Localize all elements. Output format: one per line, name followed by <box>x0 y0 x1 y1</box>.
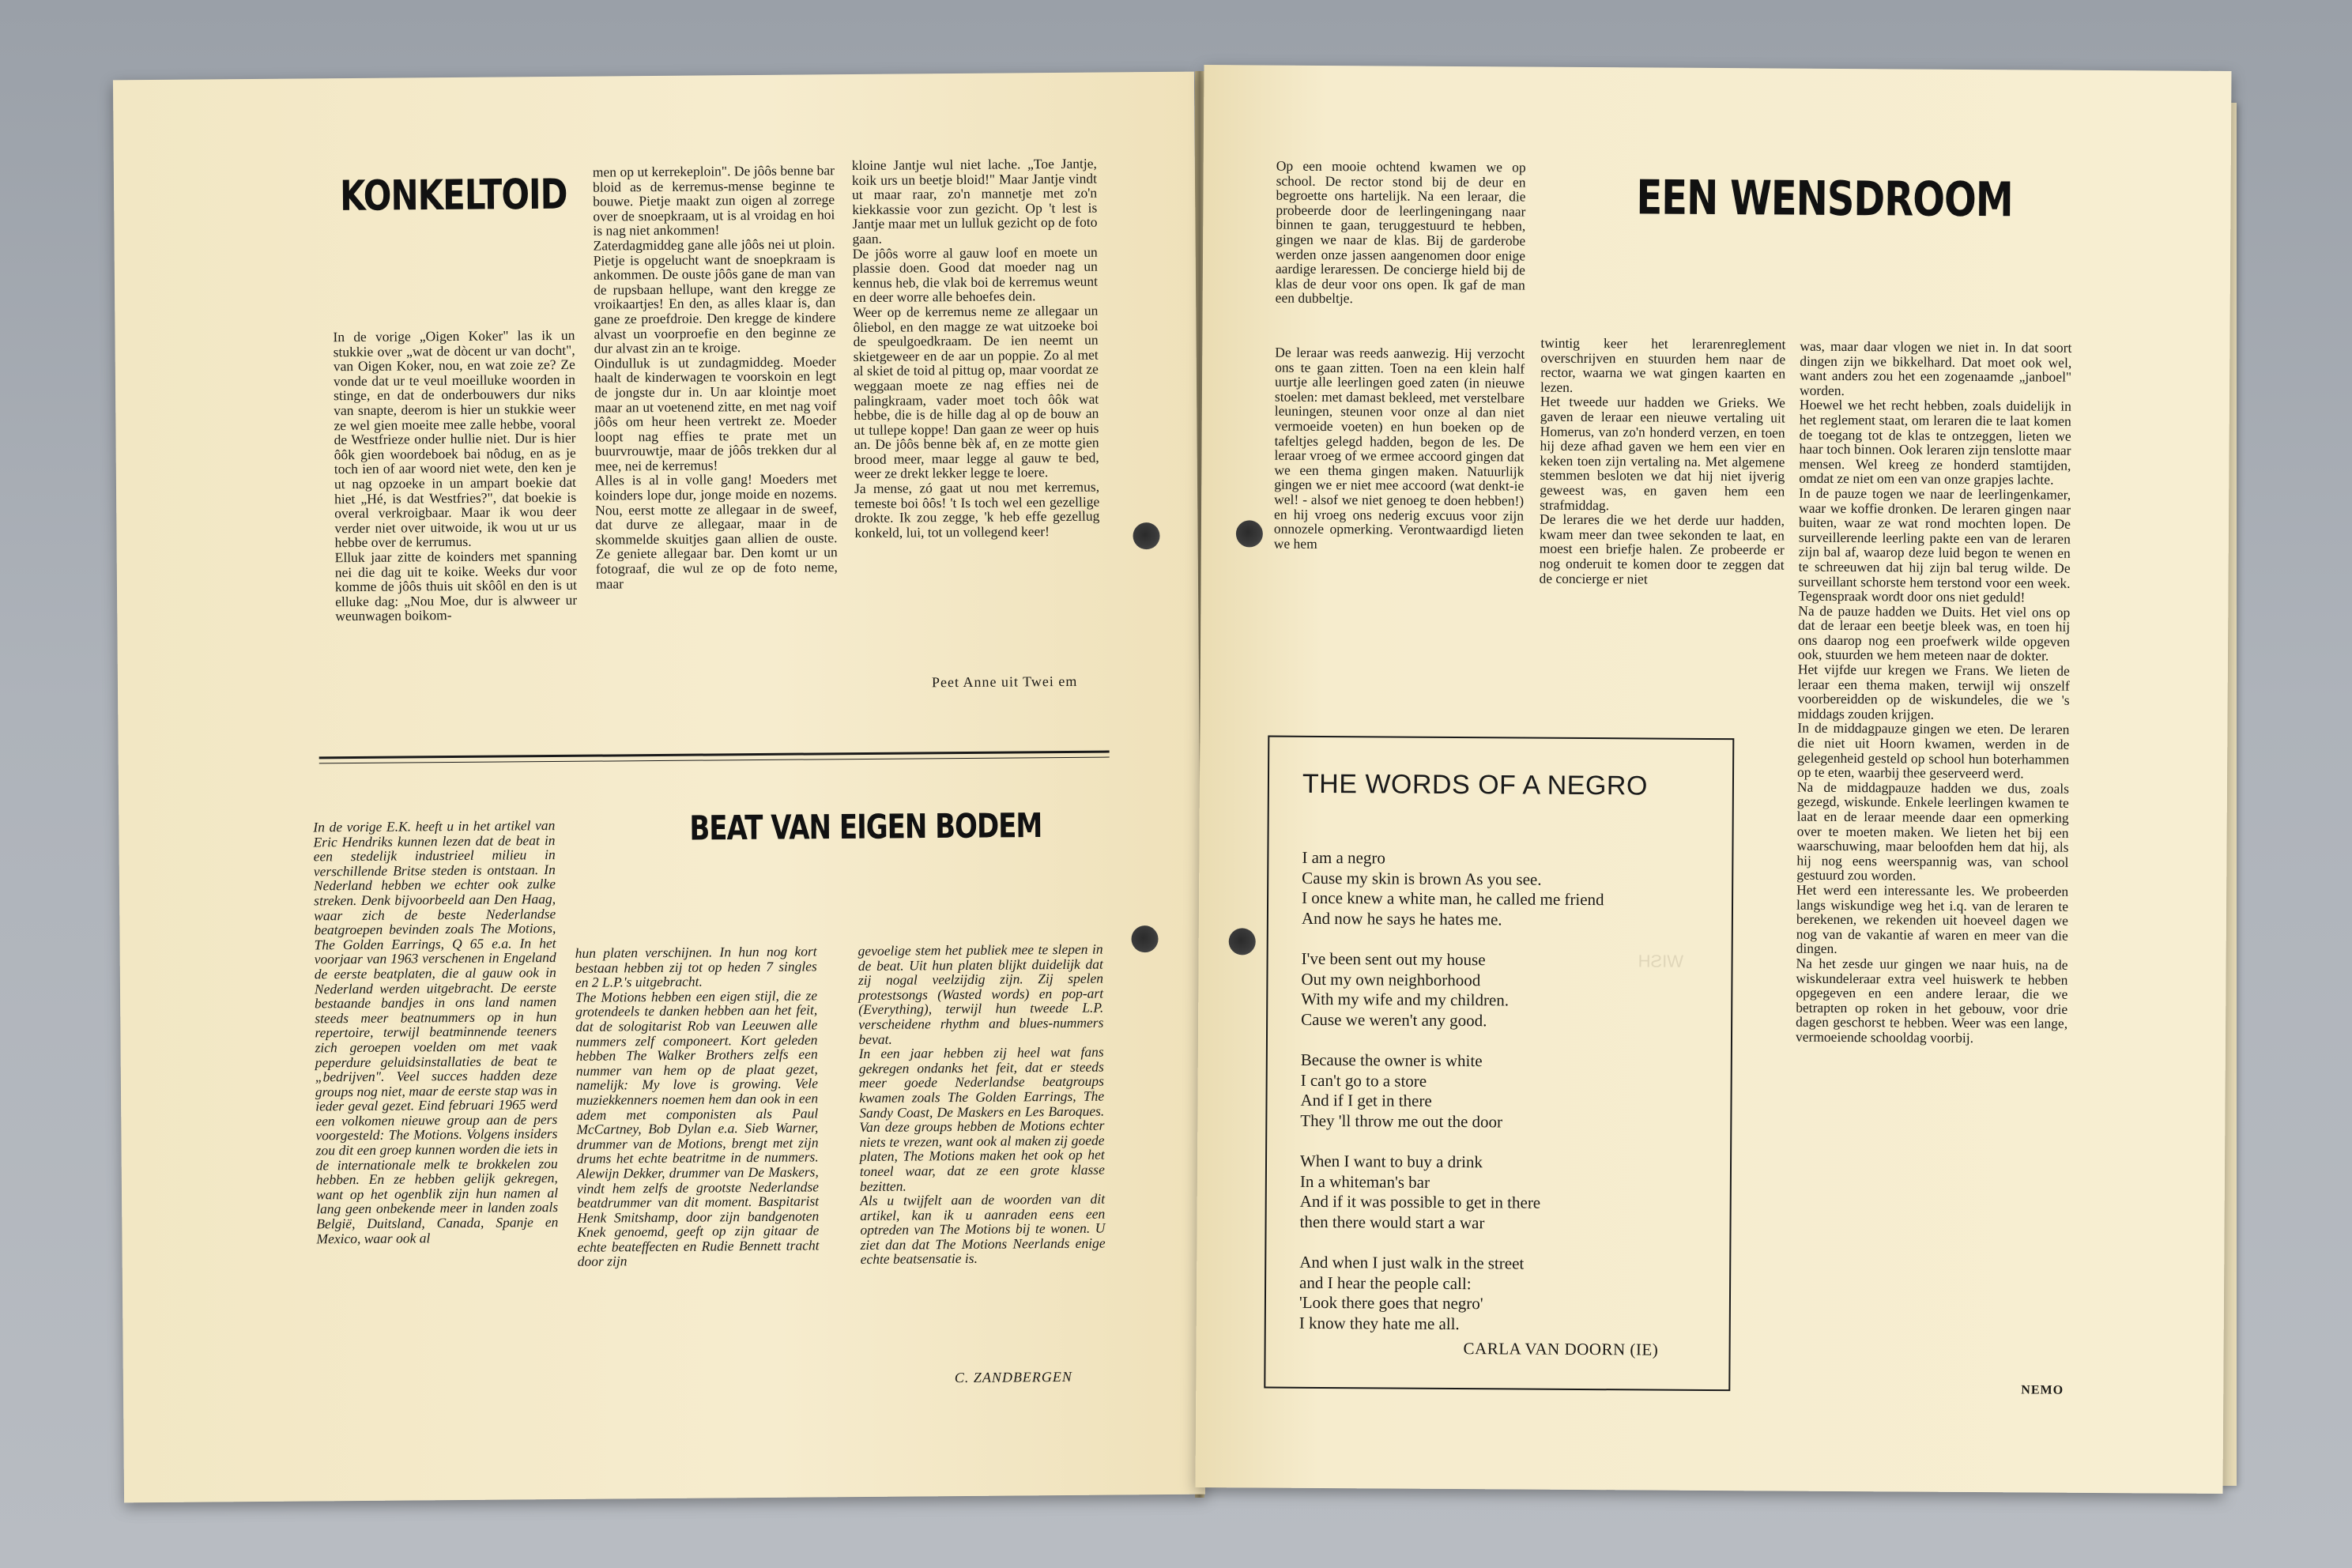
punch-hole-lower-right <box>1229 928 1256 955</box>
punch-hole-lower <box>1131 925 1158 952</box>
wensdroom-title: EEN WENSDROOM <box>1636 170 2013 228</box>
wensdroom-column-3: was, maar daar vlogen we niet in. In dat soort dingen zijn we bikkelhard. Dat moet ook wel, want anders zou het een zogenaamde „janboel" worden. Hoewel we het recht hebben, zoals duidelijk in het reglement staat, om leraren die te laat komen de toegang tot de klas te ontzeggen, lieten we haar toch binnen. Ook leraren zijn tenslotte maar mensen. Wel kreeg ze honderd stamtijden, omdat ze niet om een van onze grapjes lachte. In de pauze togen we naar de leerlingenkamer, waar we koffie dronken. De leraren gingen naar buiten, waar ze wat rond mochten lopen. De surveillerende leerling pakte een van de leraren zijn bal af, waarop deze luid begon te wenen en te schreeuwen dat hij zijn bal terug wilde. De surveillant schorste hem terstond voor een week. Tegenspraak wordt door ons niet geduld! Na de pauze hadden we Duits. Het viel ons op dat de leraar een beetje bleek was, en toen hij ons daarop nog een proefwerk wilde opgeven ook, stuurden we hem meteen naar de dokter. Het vijfde uur kregen we Frans. We lieten de leraar een thema maken, terwijl wij onszelf voorbereidden op de wiskundeles, die we 's middags zouden krijgen. In de middagpauze gingen we eten. De leraren die niet uit Hoorn kwamen, werden in de gelegenheid gesteld op school hun boterhammen op te eten, waarbij thee geserveerd werd. Na de middagpauze hadden we dus, zoals gezegd, wiskunde. Enkele leerlingen kwamen te laat en de leraar meende daar een opmerking over te moeten maken. We lieten het bij een waarschuwing, maar beloofden hem dat hij, als hij nog eens weerspannig was, van school gestuurd zou worden. Het werd een interessante les. We probeerden langs wiskundige weg het i.q. van de leraren te berekenen, we rekenden uit hoeveel dagen we nog van de vakantie af waren en meer van die dingen. Na het zesde uur gingen we naar huis, na de wiskundeleraar extra veel huiswerk te hebben opgegeven en een andere leraar, die we betrapten op roken in het gebouw, voor drie dagen geschorst te hebben. Weer was een lange, vermoeiende schooldag voorbij. <box>1795 337 2072 1046</box>
beat-signature: C. ZANDBERGEN <box>954 1368 1072 1386</box>
poem-stanza-1: I am a negro Cause my skin is brown As you see. I once knew a white man, he called me friend And now he says he hates me. <box>1301 847 1604 929</box>
wensdroom-signature: NEMO <box>2021 1383 2064 1397</box>
poem-box <box>1264 736 1734 1392</box>
poem-stanza-3: Because the owner is white I can't go to a store And if I get in there They 'll throw me out the door <box>1300 1050 1503 1131</box>
beat-column-3: gevoelige stem het publiek mee te slepen in de beat. Uit hun platen blijkt duidelijk dat zij nogal veelzijdig zijn. Zij spelen protestsongs (Wasted words) en pop-art (Everything), terwijl hun tweede L.P. verscheidene rhythm and blues-nummers bevat. In een jaar hebben zij heel wat fans gekregen ondanks het feit, dat er steeds meer goede Nederlandse beatgroups kwamen zoals The Golden Earrings, The Sandy Coast, De Maskers en Les Baroques. Van deze groups hebben de Motions echter niets te vrezen, want ook al maken zij goede platen, The Motions maken het ook op het toneel waar, dat ze een grote klasse bezitten. Als u twijfelt aan de woorden van dit artikel, kan ik u aanraden eens een optreden van The Motions bij te wonen. U ziet dan dat The Motions Neerlands enige echte beatsensatie is. <box>858 940 1106 1268</box>
konkeltoid-signature: Peet Anne uit Twei em <box>931 673 1078 691</box>
ghost-show-through: WISH <box>1638 951 1684 971</box>
right-page <box>1196 65 2232 1494</box>
punch-hole-upper <box>1133 522 1159 549</box>
poem-stanza-5: And when I just walk in the street and I hear the people call: 'Look there goes that negro' I know they hate me all. <box>1298 1252 1525 1333</box>
beat-column-1: In de vorige E.K. heeft u in het artikel van Eric Hendriks kunnen lezen dat de beat in een stedelijk industrieel milieu in verschillende Britse steden is ontstaan. In Nederland hebben we echter ook zulke streken. Denk bijvoorbeeld aan Den Haag, waar zich de beste Nederlandse beatgroepen bevinden zoals The Motions, The Golden Earrings, Q 65 e.a. In het voorjaar van 1963 verschenen in Engeland de eerste beatplaten, die al gauw ook in Nederland werden uitgebracht. De eerste bestaande bandjes in ons land namen steeds meer beatnummers op in hun repertoire, terwijl beatminnende teeners zich geroepen voelden om met vaak peperdure geluidsinstallaties de beat te „bedrijven". Veel succes hadden deze groups nog niet, maar de eerste stap was in ieder geval gezet. Eind februari 1965 werd een volkomen nieuwe group aan de pers voorgesteld: The Motions. Volgens insiders zou dit een groep kunnen worden die iets in de internationale melk te brokkelen zou hebben. En ze hebben gelijk gekregen, want op het ogenblik zijn hun namen al lang geen onbekende meer in landen zoals België, Duitsland, Canada, Spanje en Mexico, waar ook al <box>313 817 559 1247</box>
konkeltoid-column-3: kloine Jantje wul niet lache. „Toe Jantje, koik urs un beetje bloid!" Maar Jantje vindt ut maar raar, zo'n mannetje met zo'n kiekkassie voor zun gezicht. Op 't lest is Jantje maar met un lulluk gezicht op de foto gaan. De jôôs worre al gauw loof en moete un plassie doen. Good dat moeder nag un kennus heb, die vlak boi de kerremus weunt en deer worre alle behoefes dein. Weer op de kerremus neme ze allegaar un ôliebol, en den magge ze wat uitzoeke boi de speulgoedkraam. De ien neemt un skietgeweer en de aar un poppie. Zo al met al skiet de toid al pittug op, maar voordat ze weggaan moete ze nag effies nei de palingkraam, vader moet toch ôôk wat hebbe, die is de hille dag al op de bouw an ut tullepe koppe! Dan gaan ze weer op huis an. De jôôs benne bèk af, en ze motte gien brood meer, maar legge al gauw te bed, weer ze drekt lekker legge te loere. Ja mense, zó gaat ut nou met kerremus, temeste boi ôôs! 't Is toch wel een gezellige drokte. Ik zou zegge, 'k heb effe gezellug konkeld, lui, tot un vollegend keer! <box>851 155 1100 541</box>
left-page <box>113 72 1205 1503</box>
konkeltoid-column-2: men op ut kerrekeploin". De jôôs benne bar bloid as de kerremus-mense beginne te bouwe. Pietje maakt zun oigen al zorrege over de snoepkraam, ut is al vroidag en hoi is nag niet ankommen! Zaterdagmiddeg gane alle jôôs nei ut ploin. Pietje is opgelucht want de snoepkraam is ankommen. De ouste jôôs gane de man van de rupsbaan hellupe, want den kregge ze vroikaartjes! En den, as alles klaar is, dan gane ze proefdroie. Den kregge de kindere alvast un voorproefie en den beginne ze dur alvast zin an te kroige. Oindulluk is ut zundagmiddeg. Moeder haalt de kinderwagen te voorskoin en legt de jongste dur in. Un aar klointje moet maar an ut voetenend zitte, en met nag voif jôôs om heur heen vertrekt ze. Moeder loopt nag effies te prate met un buurvrouwtje, maar de jôôs trekken dur al mee, nei de kerremus! Alles is al in volle gang! Moeders met koinders lope dur, jonge moide en nozems. Nou, eerst motte ze allegaar in de sweef, dat durve ze allegaar, maar in de skommelde skuitjes gaan allien de ouste. Ze geniete allegaar bar. Den komt ur un fotograaf, die wul ze op de foto neme, maar <box>592 162 838 592</box>
poem-author: CARLA VAN DOORN (IE) <box>1463 1339 1659 1359</box>
wensdroom-column-1-bottom: De leraar was reeds aanwezig. Hij verzocht ons te gaan zitten. Toen na een klein half uurtje alle leerlingen goed zaten (in nieuwe stoelen: met damast bekleed, met verstelbare leuningen, steunen voor onze al dan niet vermoeide voeten) en hun boeken op de tafeltjes gelegd hadden, begon de les. De leraar vroeg of we ermee accoord gingen dat we een thema gingen maken. Natuurlijk gingen we er niet mee accoord (wat denkt-ie wel! - alsof we niet genoeg te doen hebben!) en hij vroeg ons nederig excuus voor zijn onnozele opmerking. Verontwaardigd lieten we hem <box>1273 344 1525 552</box>
beat-column-2: hun platen verschijnen. In hun nog kort bestaan hebben zij tot op heden 7 singles en 2 L.P.'s uitgebracht. The Motions hebben een eigen stijl, die ze grotendeels te danken hebben aan het feit, dat de sologitarist Rob van Leeuwen alle nummers zelf componeert. Kort geleden hebben The Walker Brothers zelfs een nummer van hem op de plaat gezet, namelijk: My love is growing. Vele muziekkenners noemen hem dan ook in een adem met componisten als Paul McCartney, Bob Dylan e.a. Sieb Warner, drummer van de Motions, brengt met zijn drums het echte beatritme in de nummers. Alewijn Dekker, drummer van De Maskers, vindt hem zelfs de grootste Nederlandse beatdrummer van dit moment. Baspitarist Henk Smitshamp, door zijn bandgenoten Knek genoemd, geeft op zijn gitaar de echte beateffecten en Rudie Bennett tracht door zijn <box>575 943 820 1270</box>
poem-stanza-2: I've been sent out my house Out my own neighborhood With my wife and my children. Cause we weren't any good. <box>1301 948 1510 1030</box>
wensdroom-column-1-top: Op een mooie ochtend kwamen we op school. De rector stond bij de deur en begroette ons hartelijk. Na een leraar, die probeerde door de leerlingeningang naar binnen te gaan, teruggestuurd te hebben, gingen we naar de klas. Bij de garderobe werden onze jassen aangenomen door enige aardige leraressen. De concierge hield bij de klas de deur voor ons open. Ik gaf de man een dubbeltje. <box>1275 157 1526 307</box>
konkeltoid-column-1: In de vorige „Oigen Koker" las ik un stukkie over „wat de dòcent ur van docht", van Oigen Koker, nou, en wat zoie ze? Ze vonde dat ur te veul moeilluke woorden in stinge, en dat de onderbouwers dur niks van snapte, deerom is hier un stukkie weer ze wel gien moeite mee zalle hebbe, vooral de Westfrieze onder hullie niet. Dur is hier ôôk gien woordeboek bai nôdug, en as je toch ien of aar woord niet wete, den ken je ut nag opzoeke in un ampart boekie dat hiet „Hé, is dat Westfries?", dat boekie is overal verkroigbaar. Maar ik wou deer verder niet over uitwoide, ik wou ut ur us hebbe over de kerrumus. Elluk jaar zitte de koinders met spanning nei die dag uit te koike. Weeks dur voor komme de jôôs thuis uit skôôl en den is ut elluke dag: „Nou Moe, dur is alwweer ur weunwagen boikom- <box>333 326 578 624</box>
wensdroom-column-2: twintig keer het lerarenreglement overschrijven en stuurden hem naar de rector, waarna we wat gingen kaarten en lezen. Het tweede uur hadden we Grieks. We gaven de leraar een nieuwe vertaling uit Homerus, van zo'n honderd verzen, en toen hij deze afhad gaven we hem een vier en keken toen zijn vertaling na. Met algemene stemmen besloten we dat hij niet ijverig geweest was, en gaven hem een strafmiddag. De lerares die we het derde uur hadden, kwam meer dan twee sekonden te laat, en moest een briefje halen. Ze probeerde er nog onderuit te komen door te zeggen dat de concierge er niet <box>1539 334 1786 586</box>
poem-title: THE WORDS OF A NEGRO <box>1302 768 1649 801</box>
punch-hole-upper-right <box>1236 520 1263 547</box>
konkeltoid-title: KONKELTOID <box>339 169 567 220</box>
poem-stanza-4: When I want to buy a drink In a whiteman's bar And if it was possible to get in there then there would start a war <box>1299 1151 1541 1232</box>
beat-title: BEAT VAN EIGEN BODEM <box>689 806 1042 849</box>
